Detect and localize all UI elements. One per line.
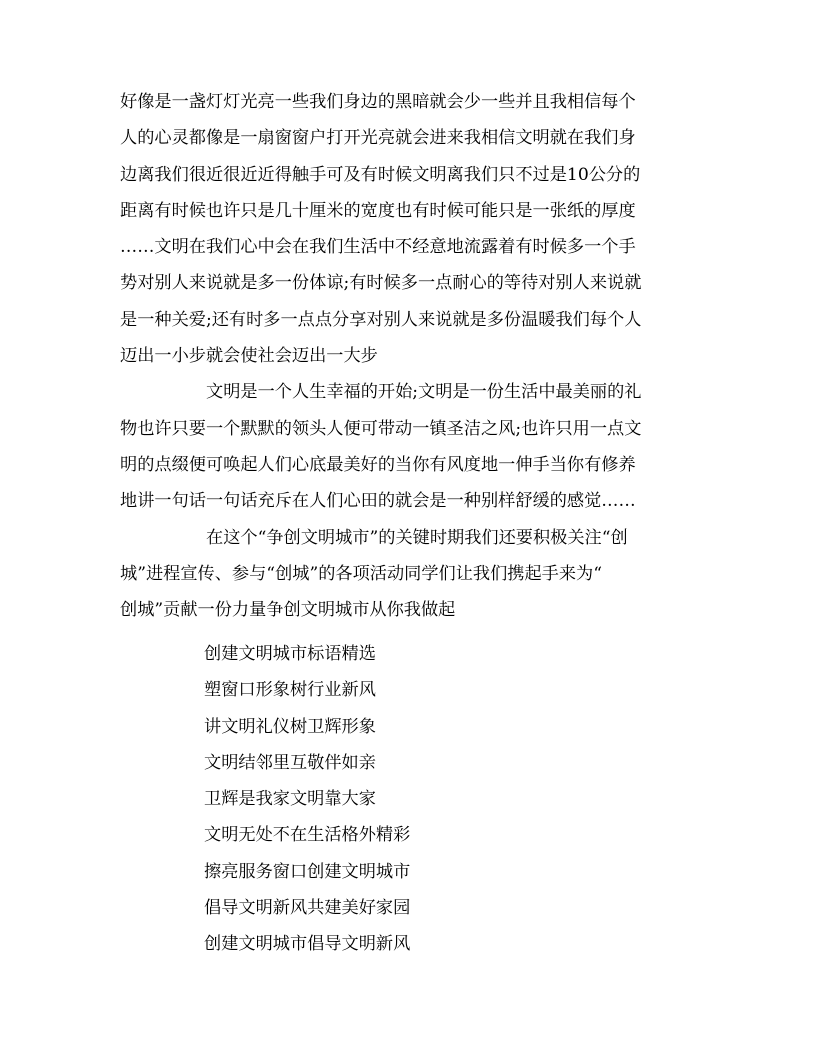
slogan-list [204, 636, 604, 963]
slogan-heading: 创建文明城市标语精选 [204, 644, 376, 664]
slogan-item: 文明无处不在生活格外精彩 [204, 825, 411, 846]
slogan-item: 文明结邻里互敬伴如亲 [204, 752, 376, 773]
paragraph-line: 距离有时候也许只是几十厘米的宽度也有时候可能只是一张纸的厚度 [120, 200, 636, 221]
paragraph-line: 明的点缀便可唤起人们心底最美好的当你有风度地一伸手当你有修养 [120, 454, 636, 475]
paragraph-line: 物也许只要一个默默的领头人便可带动一镇圣洁之风;也许只用一点文 [120, 418, 642, 439]
body-text [120, 84, 698, 628]
paragraph-line: 迈出一小步就会使社会迈出一大步 [120, 346, 378, 367]
slogan-item: 讲文明礼仪树卫辉形象 [204, 716, 376, 737]
paragraph-line: ……文明在我们心中会在我们生活中不经意地流露着有时候多一个手 [120, 237, 636, 258]
slogan-item: 创建文明城市倡导文明新风 [204, 934, 411, 955]
paragraph-line: 是一种关爱;还有时多一点点分享对别人来说就是多份温暖我们每个人 [120, 309, 642, 330]
paragraph-line: 地讲一句话一句话充斥在人们心田的就会是一种别样舒缓的感觉…… [120, 491, 636, 512]
paragraph-line: 在这个“争创文明城市”的关键时期我们还要积极关注“创 [206, 527, 628, 548]
paragraph-line: 人的心灵都像是一扇窗窗户打开光亮就会进来我相信文明就在我们身 [120, 128, 636, 149]
paragraph-line: 城”进程宣传、参与“创城”的各项活动同学们让我们携起手来为“ [120, 563, 603, 584]
slogan-item: 塑窗口形象树行业新风 [204, 680, 376, 701]
paragraph-line: 势对别人来说就是多一份体谅;有时候多一点耐心的等待对别人来说就 [120, 273, 642, 294]
paragraph-line: 边离我们很近很近近得触手可及有时候文明离我们只不过是10公分的 [120, 164, 641, 185]
slogan-item: 卫辉是我家文明靠大家 [204, 789, 376, 810]
paragraph-line: 好像是一盏灯灯光亮一些我们身边的黑暗就会少一些并且我相信每个 [120, 92, 636, 112]
paragraph-line: 创城”贡献一份力量争创文明城市从你我做起 [120, 600, 456, 621]
slogan-item: 倡导文明新风共建美好家园 [204, 898, 411, 919]
slogan-item: 擦亮服务窗口创建文明城市 [204, 861, 411, 882]
paragraph-line: 文明是一个人生幸福的开始;文明是一份生活中最美丽的礼 [206, 382, 642, 403]
